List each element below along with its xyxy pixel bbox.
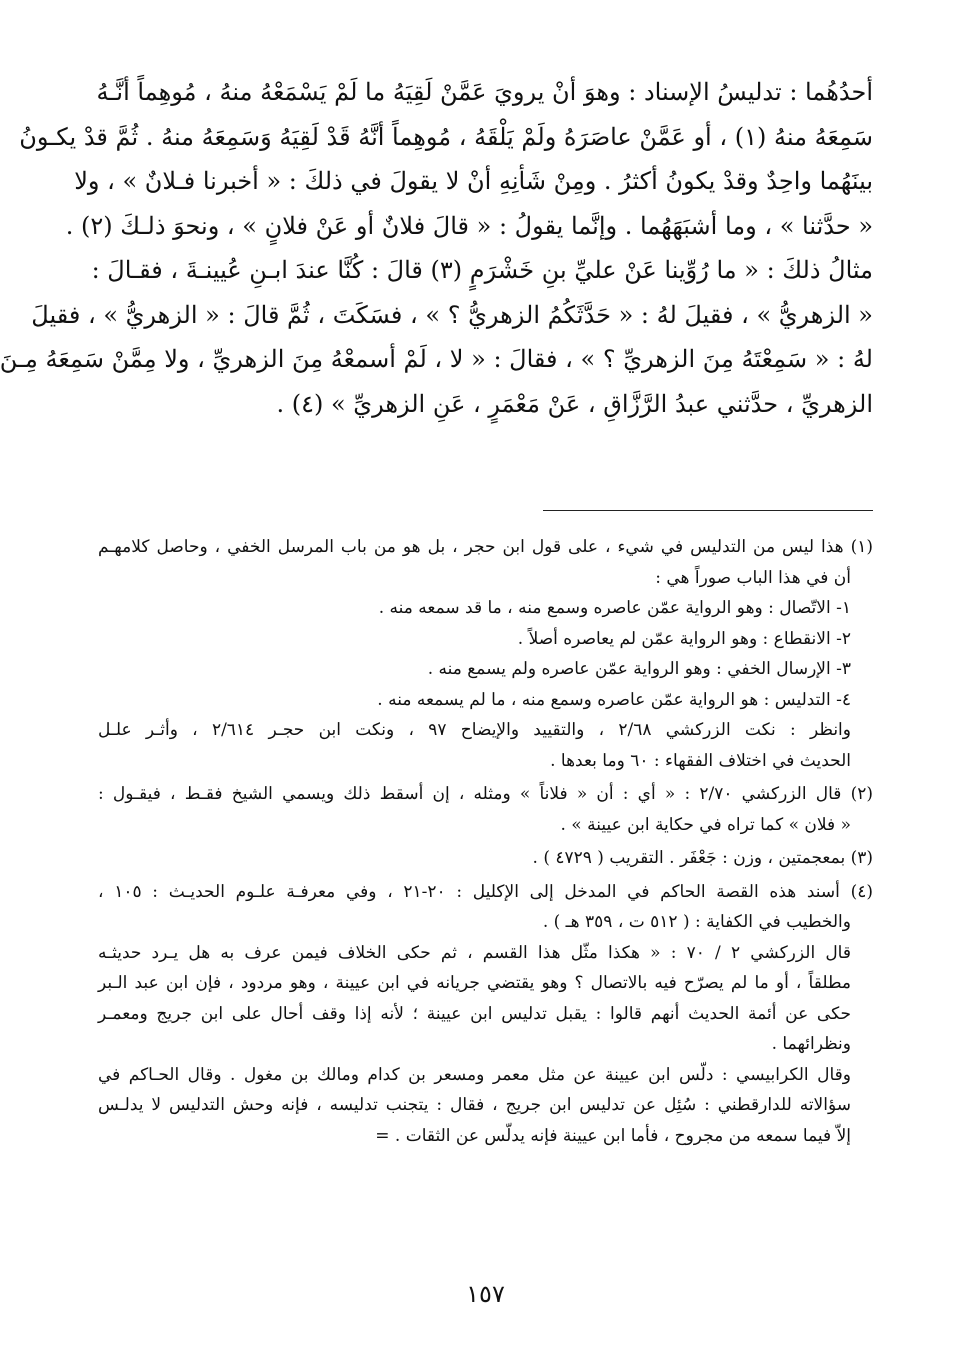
footnote-line: حكى عن أئمة الحديث أنهم قالوا : يقبل تدليس ابن عيينة ؛ لأنه إذا وقف أحال على ابن جريج ومعمـر [98, 1003, 851, 1024]
main-line: « الزهريُّ » ، فقيلَ لهُ : « حَدَّثَكُمُ الزهريُّ ؟ » ، فسَكَتَ ، ثُمَّ قالَ : « الزهريُّ » ، فقيلَ [31, 300, 873, 329]
footnote-list-item: ١- الاتّصال : وهو الرواية عمّن عاصره وسمع منه ، ما قد سمعه منه . [378, 598, 851, 618]
footnote-line: وانظر : نكت الزركشي ٢/٦٨ ، والتقييد والإيضاح ٩٧ ، ونكت ابن حجـر ٢/٦١٤ ، وأثـر علـل [98, 720, 851, 740]
main-line: لهُ : « سَمِعْتَهُ مِنَ الزهريِّ ؟ » ، فقالَ : « لا ، لَمْ أسمعْهُ مِنَ الزهريِّ ، ولا مِمَّنْ سَمِعَهُ مِـنَ [0, 345, 873, 373]
footnote-line: (٤) أسند هذه القصة الحاكم في المدخل إلى الإكليل : ٢٠-٢١ ، وفي معرفـة علـوم الحديـث : ١٠٥ ، [98, 881, 873, 902]
footnote-2 [98, 779, 873, 840]
footnote-line: « فلان » كما تراه في حكاية ابن عيينة » . [560, 814, 851, 835]
footnote-line: الحديث في اختلاف الفقهاء : ٦٠ وما بعدها . [550, 750, 851, 771]
footnote-line: مطلقاً ، أو ما لم يصرّح فيه بالاتصال ؟ وهو يقتضي جريانه في ابن عيينة ، وهو مردود ، فإن ابن عبد الـبر [98, 973, 851, 993]
main-line: بينَهُما واحِدٌ وقدْ يكونُ أكثرُ . ومِنْ شَأنِهِ أنْ لا يقولَ في ذلكَ : « أخبرنا فـلانٌ » ، ولا [74, 167, 873, 195]
page-number: ١٥٧ [466, 1280, 505, 1308]
footnote-line: سؤالاته للدارقطني : سُئِل عن تدليس ابن جريج ، فقال : يتجنب تدليسه ، فإنه وحش التدليس لا يدلـس [98, 1095, 851, 1115]
footnote-4 [98, 877, 873, 1152]
footnote-line: إلاّ فيما سمعه من مجروح ، فأما ابن عيينة فإنه يدلّس عن الثقات . = [375, 1125, 851, 1146]
footnote-list-item: ٢- الانقطاع : وهو الرواية عمّن لم يعاصره أصلاً . [517, 628, 851, 649]
main-line: سَمِعَهُ منهُ (١) ، أو عَمَّنْ عاصَرَهُ ولَمْ يَلْقَهُ ، مُوهِماً أنَّهُ قَدْ لَقِيَهُ وَسَمِعَهُ منهُ . ثُمَّ قدْ يكـونُ [19, 122, 873, 151]
footnote-line: (٢) قال الزركشي ٢/٧٠ : « أي : أن « فلاناً » ومثله ، إن أسقط ذلك ويسمي الشيخ فقـط ، فيقـول : [98, 784, 873, 804]
footnote-line: (٣) بمعجمتين ، وزن : جَعْفَر . التقريب ( ٤٧٢٩ ) . [532, 848, 873, 868]
main-line: أحدُهُما : تدليسُ الإسناد : وهوَ أنْ يرويَ عَمَّنْ لَقِيَهُ ما لَمْ يَسْمَعْهُ منهُ ، مُوهِماً أنَّـهُ [96, 78, 873, 106]
footnote-line: (١) هذا ليس من التدليس في شيء ، على قول ابن حجر ، بل هو من باب المرسل الخفي ، وحاصل كلامهـم [98, 537, 873, 557]
main-line: « حدَّثنا » ، وما أشبَهَهُما . وإنَّما يقولُ : « قالَ فلانٌ أو عَنْ فلانٍ » ، ونحوَ ذلـكَ (٢) . [65, 211, 873, 240]
footnote-line: أن في هذا الباب صوراً هي : [655, 567, 851, 588]
main-text [0, 70, 873, 426]
book-page [0, 70, 873, 1320]
footnote-line: قال الزركشي ٢ / ٧٠ : « هكذا مثّل هذا القسم ، ثم حكى الخلاف فيمن عرف به هل يـرد حديثـه [98, 942, 851, 963]
footnote-1 [98, 532, 873, 776]
footnote-3 [98, 843, 873, 874]
footnote-line: وقال الكرابيسي : دلّس ابن عيينة عن مثل معمر ومسعر بن كدام ومالك بن مغول . وقال الحـاكم في [98, 1064, 851, 1085]
footnote-list-item: ٤- التدليس : هو الرواية عمّن عاصره وسمع منه ، ما لم يسمعه منه . [377, 689, 851, 710]
footnote-separator [543, 510, 873, 511]
main-line: الزهريِّ ، حدَّثني عبدُ الرَّزَّاقِ ، عَنْ مَعْمَرٍ ، عَنِ الزهريِّ » (٤) . [276, 389, 873, 418]
footnote-line: والخطيب في الكفاية : ( ٥١٢ ت ، ٣٥٩ هـ ) . [542, 912, 851, 932]
main-line: مثالُ ذلكَ : « ما رُوِّينا عَنْ عليِّ بنِ خَشْرَمٍ (٣) قالَ : كُنَّا عندَ ابـنِ عُيينـةَ ، فقـالَ : [91, 256, 873, 284]
footnote-list-item: ٣- الإرسال الخفي : وهو الرواية عمّن عاصره ولم يسمع منه . [427, 659, 851, 679]
footnotes [98, 532, 873, 1154]
footnote-line: ونظرائهما . [771, 1034, 851, 1054]
